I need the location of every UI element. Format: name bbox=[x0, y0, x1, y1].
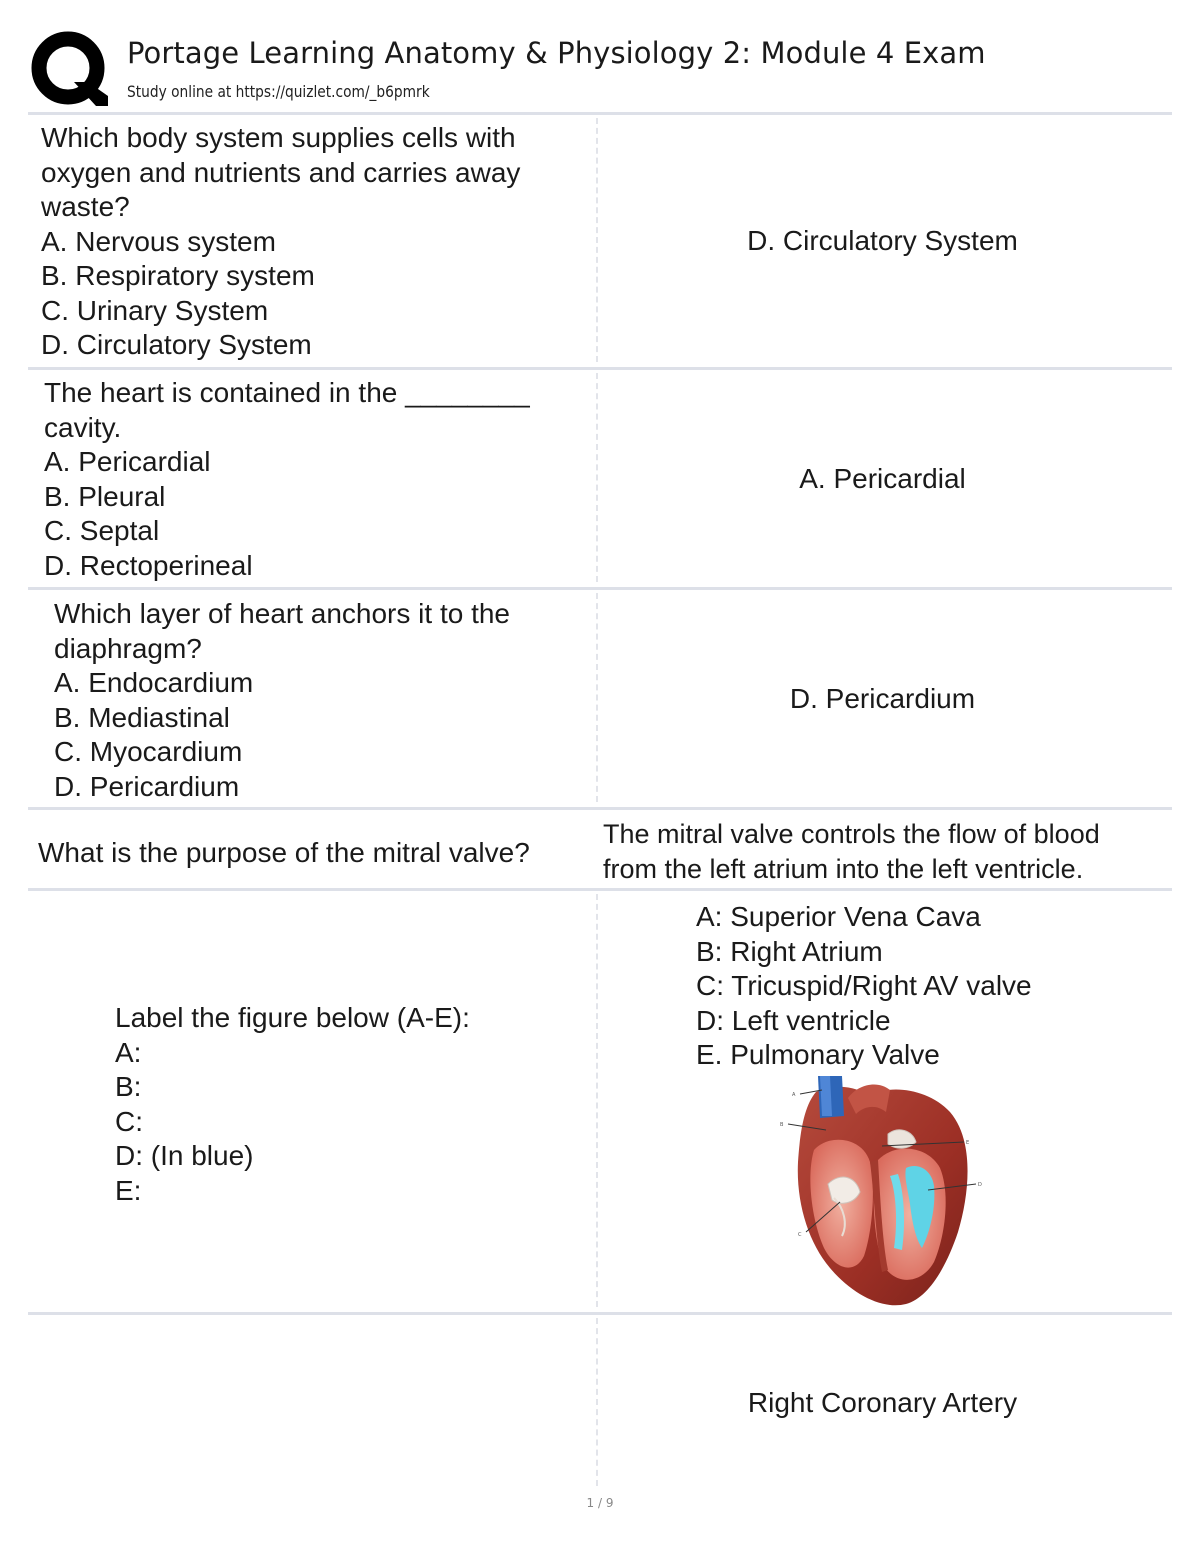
answer-6 bbox=[600, 1386, 1165, 1421]
question-3 bbox=[54, 597, 510, 804]
answer-5 bbox=[696, 900, 1032, 1073]
column-divider bbox=[596, 1318, 598, 1486]
label-c: C: bbox=[115, 1105, 143, 1137]
option-d: D. Circulatory System bbox=[41, 329, 312, 360]
svg-text:A: A bbox=[792, 1092, 796, 1098]
study-online-link-text: Study online at https://quizlet.com/_b6pmrk bbox=[127, 82, 430, 101]
row-divider bbox=[28, 1312, 1172, 1315]
page-number: 1 / 9 bbox=[586, 1496, 614, 1510]
option-d: D. Pericardium bbox=[54, 770, 240, 802]
column-divider bbox=[596, 593, 598, 802]
question-5 bbox=[115, 1001, 470, 1208]
question-1 bbox=[41, 121, 520, 363]
question-line: What is the purpose of the mitral valve? bbox=[38, 837, 530, 868]
option-c: C. Myocardium bbox=[54, 736, 243, 767]
document-title: Portage Learning Anatomy & Physiology 2: Module 4 Exam bbox=[127, 36, 986, 70]
question-2 bbox=[44, 376, 530, 583]
answer-line: Right Coronary Artery bbox=[747, 1387, 1018, 1418]
option-b: B. Mediastinal bbox=[54, 701, 230, 733]
svg-text:E: E bbox=[966, 1140, 970, 1146]
answer-line: D. Circulatory System bbox=[747, 225, 1018, 256]
label-b: B: bbox=[115, 1071, 142, 1102]
question-line: diaphragm? bbox=[54, 632, 202, 664]
answer-line: The mitral valve controls the flow of blood bbox=[603, 819, 1100, 849]
option-c: C. Septal bbox=[44, 515, 160, 546]
question-line: Label the figure below (A-E): bbox=[115, 1002, 470, 1033]
answer-label-a: A: Superior Vena Cava bbox=[696, 901, 981, 932]
answer-line: from the left atrium into the left ventricle. bbox=[603, 853, 1084, 884]
row-divider bbox=[28, 367, 1172, 370]
question-line: The heart is contained in the ________ bbox=[44, 377, 530, 408]
quizlet-logo-icon bbox=[30, 30, 108, 108]
row-divider bbox=[28, 807, 1172, 810]
row-divider bbox=[28, 112, 1172, 115]
row-divider bbox=[28, 888, 1172, 891]
answer-4 bbox=[603, 817, 1100, 886]
option-a: A. Pericardial bbox=[44, 446, 211, 477]
question-line: Which body system supplies cells with bbox=[41, 122, 516, 153]
option-a: A. Endocardium bbox=[54, 667, 254, 698]
svg-text:B: B bbox=[780, 1122, 784, 1128]
answer-label-c: C: Tricuspid/Right AV valve bbox=[696, 970, 1032, 1001]
option-b: B. Pleural bbox=[44, 480, 166, 512]
column-divider bbox=[596, 894, 598, 1307]
row-divider bbox=[28, 587, 1172, 590]
answer-3 bbox=[600, 682, 1165, 717]
question-line: Which layer of heart anchors it to the bbox=[54, 598, 510, 629]
answer-label-b: B: Right Atrium bbox=[696, 935, 883, 967]
question-4 bbox=[38, 836, 530, 871]
label-a: A: bbox=[115, 1036, 142, 1068]
option-c: C. Urinary System bbox=[41, 294, 269, 326]
column-divider bbox=[596, 118, 598, 362]
svg-text:D: D bbox=[978, 1182, 982, 1188]
answer-label-d: D: Left ventricle bbox=[696, 1004, 891, 1036]
label-e: E: bbox=[115, 1174, 142, 1206]
heart-anatomy-illustration bbox=[778, 1072, 988, 1308]
question-line: oxygen and nutrients and carries away bbox=[41, 156, 521, 188]
option-b: B. Respiratory system bbox=[41, 260, 315, 291]
answer-label-e: E. Pulmonary Valve bbox=[696, 1039, 940, 1070]
question-line: waste? bbox=[41, 191, 130, 222]
answer-1 bbox=[600, 224, 1165, 259]
option-d: D. Rectoperineal bbox=[44, 549, 253, 581]
answer-2 bbox=[600, 462, 1165, 497]
svg-text:C: C bbox=[798, 1232, 802, 1238]
column-divider bbox=[596, 373, 598, 582]
label-d: D: (In blue) bbox=[115, 1140, 254, 1171]
question-line: cavity. bbox=[44, 411, 122, 443]
answer-line: A. Pericardial bbox=[799, 463, 966, 494]
page-header bbox=[30, 28, 1170, 110]
answer-line: D. Pericardium bbox=[789, 683, 976, 714]
option-a: A. Nervous system bbox=[41, 225, 276, 257]
